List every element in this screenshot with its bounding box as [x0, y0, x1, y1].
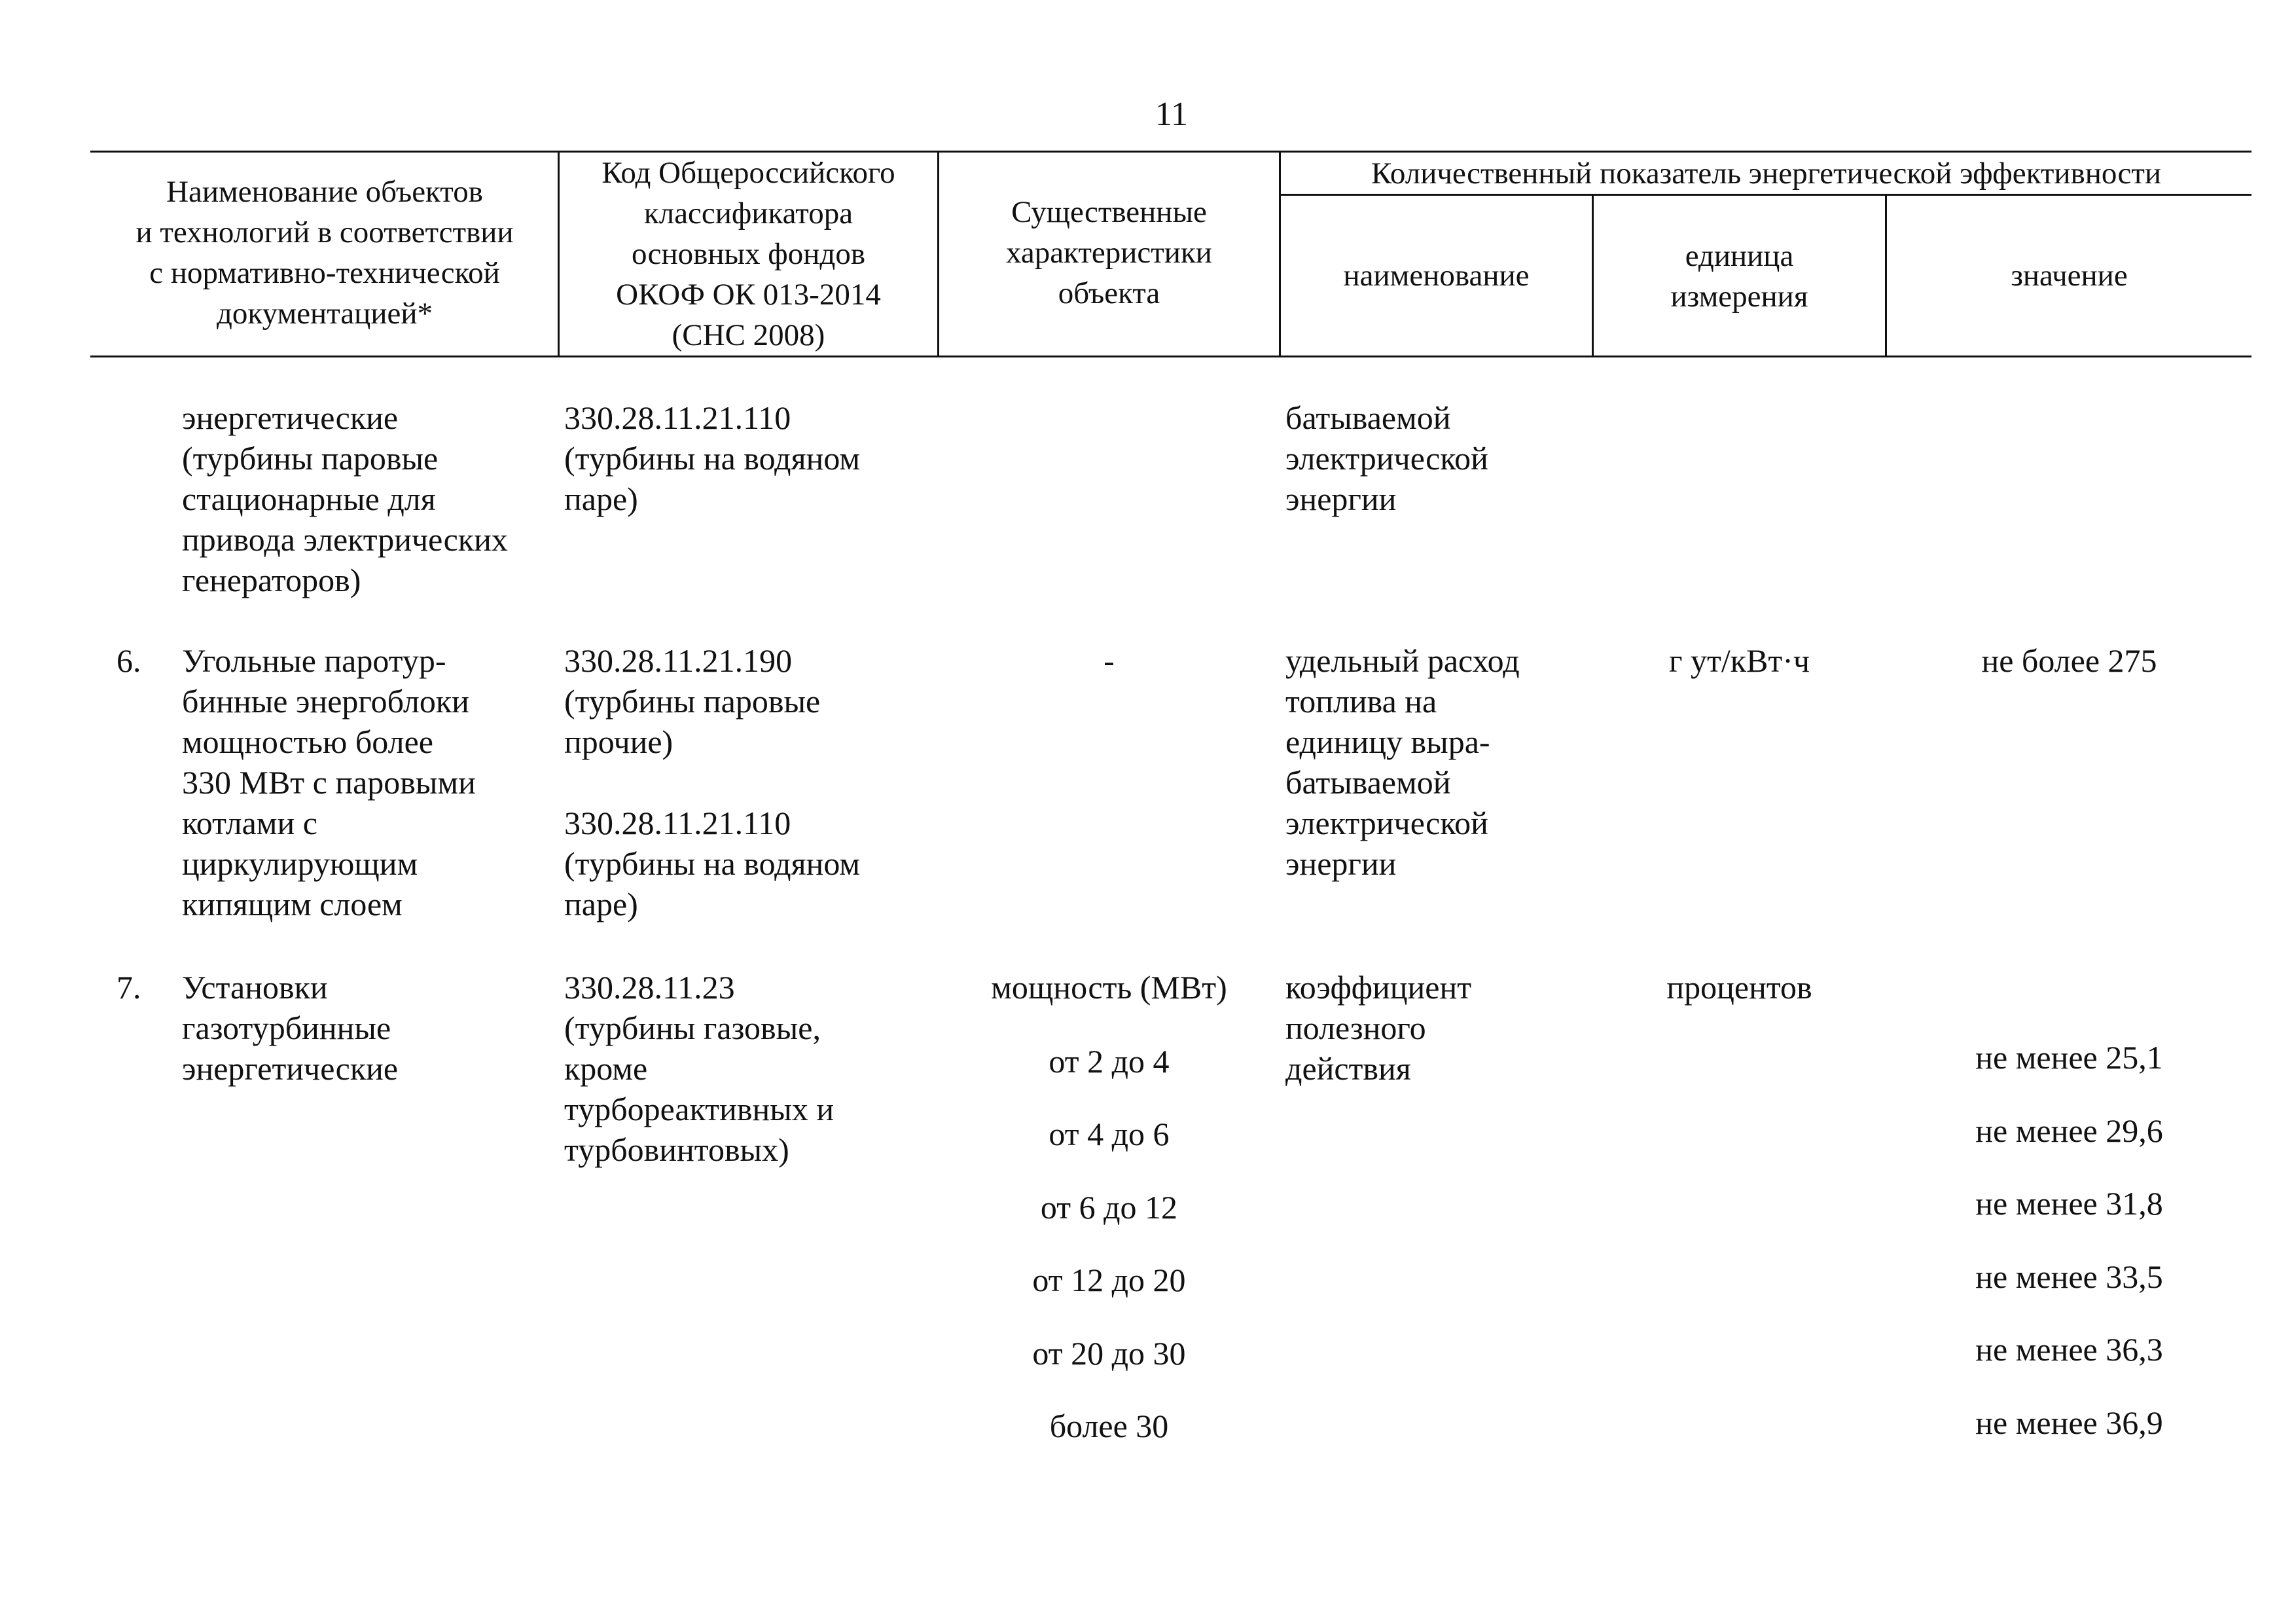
- table-top-rule: [90, 151, 2251, 153]
- row7-range: более 30: [1049, 1408, 1169, 1444]
- header-characteristics: Существенные характеристики объекта: [1006, 195, 1212, 310]
- row7-unit: процентов: [1666, 969, 1812, 1006]
- cont-object-name: энергетические (турбины паровые стационарные для привода электрических генераторов): [182, 399, 508, 598]
- row7-value: не менее 29,6: [1975, 1112, 2163, 1149]
- header-object-name: Наименование объектов и технологий в соответствии с нормативно-технической документацией*: [135, 175, 514, 331]
- row7-range: от 6 до 12: [1040, 1189, 1178, 1226]
- row7-value: не менее 25,1: [1975, 1039, 2163, 1076]
- row7-object-name: Установки газотурбинные энергетические: [182, 969, 399, 1087]
- row6-indicator-name: удельный расход топлива на единицу выра- батываемой электрической энергии: [1285, 642, 1520, 882]
- header-indicator-name: наименование: [1343, 259, 1530, 293]
- row7-value: не менее 33,5: [1975, 1258, 2163, 1295]
- header-value: значение: [2011, 259, 2128, 293]
- row7-range: от 2 до 4: [1049, 1043, 1170, 1080]
- header-okof-code: Код Общероссийского классификатора основных фондов ОКОФ ОК 013-2014 (СНС 2008): [601, 156, 895, 352]
- row7-range: от 20 до 30: [1032, 1335, 1186, 1372]
- row7-characteristics-header: мощность (МВт): [991, 969, 1227, 1006]
- cont-okof-code: 330.28.11.21.110 (турбины на водяном паре): [564, 399, 861, 517]
- row7-range: от 12 до 20: [1032, 1262, 1186, 1298]
- cont-indicator-name: батываемой электрической энергии: [1285, 399, 1488, 517]
- group-header-rule: [1279, 194, 2251, 196]
- row6-okof-code: 330.28.11.21.190 (турбины паровые прочие) 330.28.11.21.110 (турбины на водяном паре): [564, 642, 861, 922]
- row6-value: не более 275: [1981, 642, 2157, 679]
- row6-object-name: Угольные паротур- бинные энергоблоки мощностью более 330 МВт с паровыми котлами с циркулирующим кипящим слоем: [182, 642, 476, 922]
- row6-characteristics: -: [1103, 642, 1115, 679]
- header-indicator-group: Количественный показатель энергетической эффективности: [1371, 156, 2162, 191]
- row6-number: 6.: [117, 642, 141, 679]
- row6-unit: г ут/кВт·ч: [1668, 642, 1810, 679]
- row7-value: не менее 36,9: [1975, 1404, 2163, 1441]
- row7-range: от 4 до 6: [1049, 1116, 1170, 1152]
- page-number: 11: [1155, 96, 1189, 133]
- row7-okof-code: 330.28.11.23 (турбины газовые, кроме турбореактивных и турбовинтовых): [564, 969, 834, 1168]
- row7-value: не менее 36,3: [1975, 1331, 2163, 1368]
- row7-number: 7.: [117, 969, 141, 1006]
- header-unit: единица измерения: [1670, 239, 1808, 314]
- row7-indicator-name: коэффициент полезного действия: [1285, 969, 1472, 1087]
- header-bottom-rule: [90, 356, 2251, 357]
- row7-value: не менее 31,8: [1975, 1185, 2163, 1222]
